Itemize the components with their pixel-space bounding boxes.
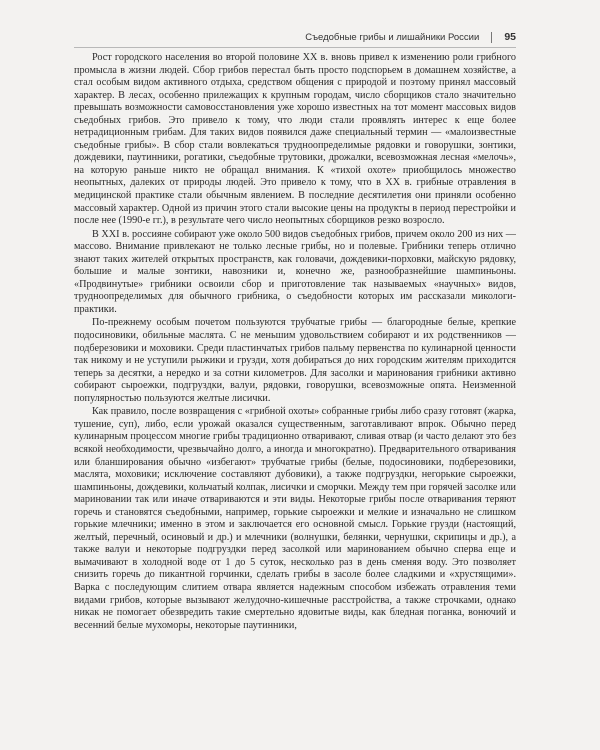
paragraph: В XXI в. россияне собирают уже около 500 видов съедобных грибов, причем около 200 из них — массово. Внимание привлекают не только лесные грибы, но и полевые. Грибники теперь отлично знают таких жителей открытых пространств, как головачи, дождевики-порховки, майскую рядовку, большие и малые зонтики, навозники и, конечно же, разнообразнейшие шампиньоны. «Продвинутые» грибники освоили сбор и приготовление так называемых «научных» видов, трудноопределимых для обычного грибника, о съедобности которых им рассказали микологи-практики. <box>74 228 516 315</box>
header-separator <box>491 32 492 43</box>
paragraph: Как правило, после возвращения с «грибной охоты» собранные грибы либо сразу готовят (жарка, тушение, суп), либо, если урожай оказался существенным, заготавливают впрок. Обычно перед кулинарным процессом многие грибы традиционно отваривают, сливая отвар (и часто делают это без всякой необходимости, чрезвычайно долго, а иногда и многократно). Предварительного отваривания или бланширования обычно «избегают» трубчатые грибы (белые, подосиновики, подберезовики, маслята, моховики; исключение составляют дубовики), а также подгруздки, негорькие сыроежки, шампиньоны, дождевики, кольчатый колпак, лисички и сморчки. Между тем при горячей засолке или мариновании так или иначе отвариваются и эти виды. Некоторые грибы после отваривания теряют горечь и становятся съедобными, например, горькие сыроежки и мелкие и изначально не слишком горькие млечники; именно в этом и заключается его основной смысл. Горькие грузди (настоящий, желтый, перечный, осиновый и др.) и млечники (волнушки, белянки, чернушки, скрипицы и др.), а также валуи и некоторые подгруздки перед засолкой или маринованием обычно сперва еще и вымачивают в холодной воде от 1 до 5 суток, несколько раз в день сменяя воду. Это позволяет снизить горечь до пикантной горчинки, сделать грибы в засоле более сладкими и «хрустящими». Варка с последующим слитием отвара является надежным способом избежать отравления теми видами грибов, которые вызывают желудочно-кишечные расстройства, а также строчками, однако никак не помогает обезвредить такие смертельно ядовитые виды, как бледная поганка, вонючий и весенний белые мухоморы, некоторые паутинники, <box>74 406 516 631</box>
page-number: 95 <box>504 31 516 43</box>
running-title: Съедобные грибы и лишайники России <box>305 31 480 43</box>
running-header <box>74 30 516 44</box>
paragraph: Рост городского населения во второй половине XX в. вновь привел к изменению роли грибного промысла в жизни людей. Сбор грибов перестал быть просто подспорьем в домашнем хозяйстве, а стал особым видом активного отдыха, средством общения с природой и поэтому принял массовый характер. В лесах, особенно прилежащих к крупным городам, число сборщиков стало значительно превышать возможности самовосстановления уже хорошо известных на тот момент массовых видов съедобных грибов. Это привело к тому, что люди стали проявлять интерес к еще более нетрадиционным грибам. Для таких видов появился даже специальный термин — «малоизвестные съедобные грибы». В сбор стали вовлекаться трудноопределимые рядовки и говорушки, зонтики, дождевики, паутинники, рогатики, съедобные трутовики, дрожалки, всевозможная лесная «мелочь», на которую раньше никто не обращал внимания. К «тихой охоте» приобщилось множество неопытных, далеких от природы людей. Это привело к тому, что в XX в. грибные отравления в медицинской практике стали обычным явлением. В последние десятилетия они приняли особенно массовый характер. Одной из причин этого стали высокие цены на продукты в период перестройки и после нее (1990-е гг.), в результате чего число неопытных сборщиков резко возросло. <box>74 52 516 227</box>
paragraph: По-прежнему особым почетом пользуются трубчатые грибы — благородные белые, крепкие подосиновики, обильные маслята. С не меньшим удовольствием собирают и их родственников — подберезовики и моховики. Среди пластинчатых грибов пальму первенства по кулинарной ценности так никому и не уступили рыжики и грузди, хотя добираться до них городским жителям приходится теперь за десятки, а нередко и за сотни километров. Для засолки и маринования грибники активно собирают сыроежки, подгруздки, валуи, рядовки, говорушки, всевозможные опята. Неизменной популярностью пользуются желтые лисички. <box>74 317 516 404</box>
header-rule <box>74 47 516 48</box>
body-text <box>74 52 516 632</box>
